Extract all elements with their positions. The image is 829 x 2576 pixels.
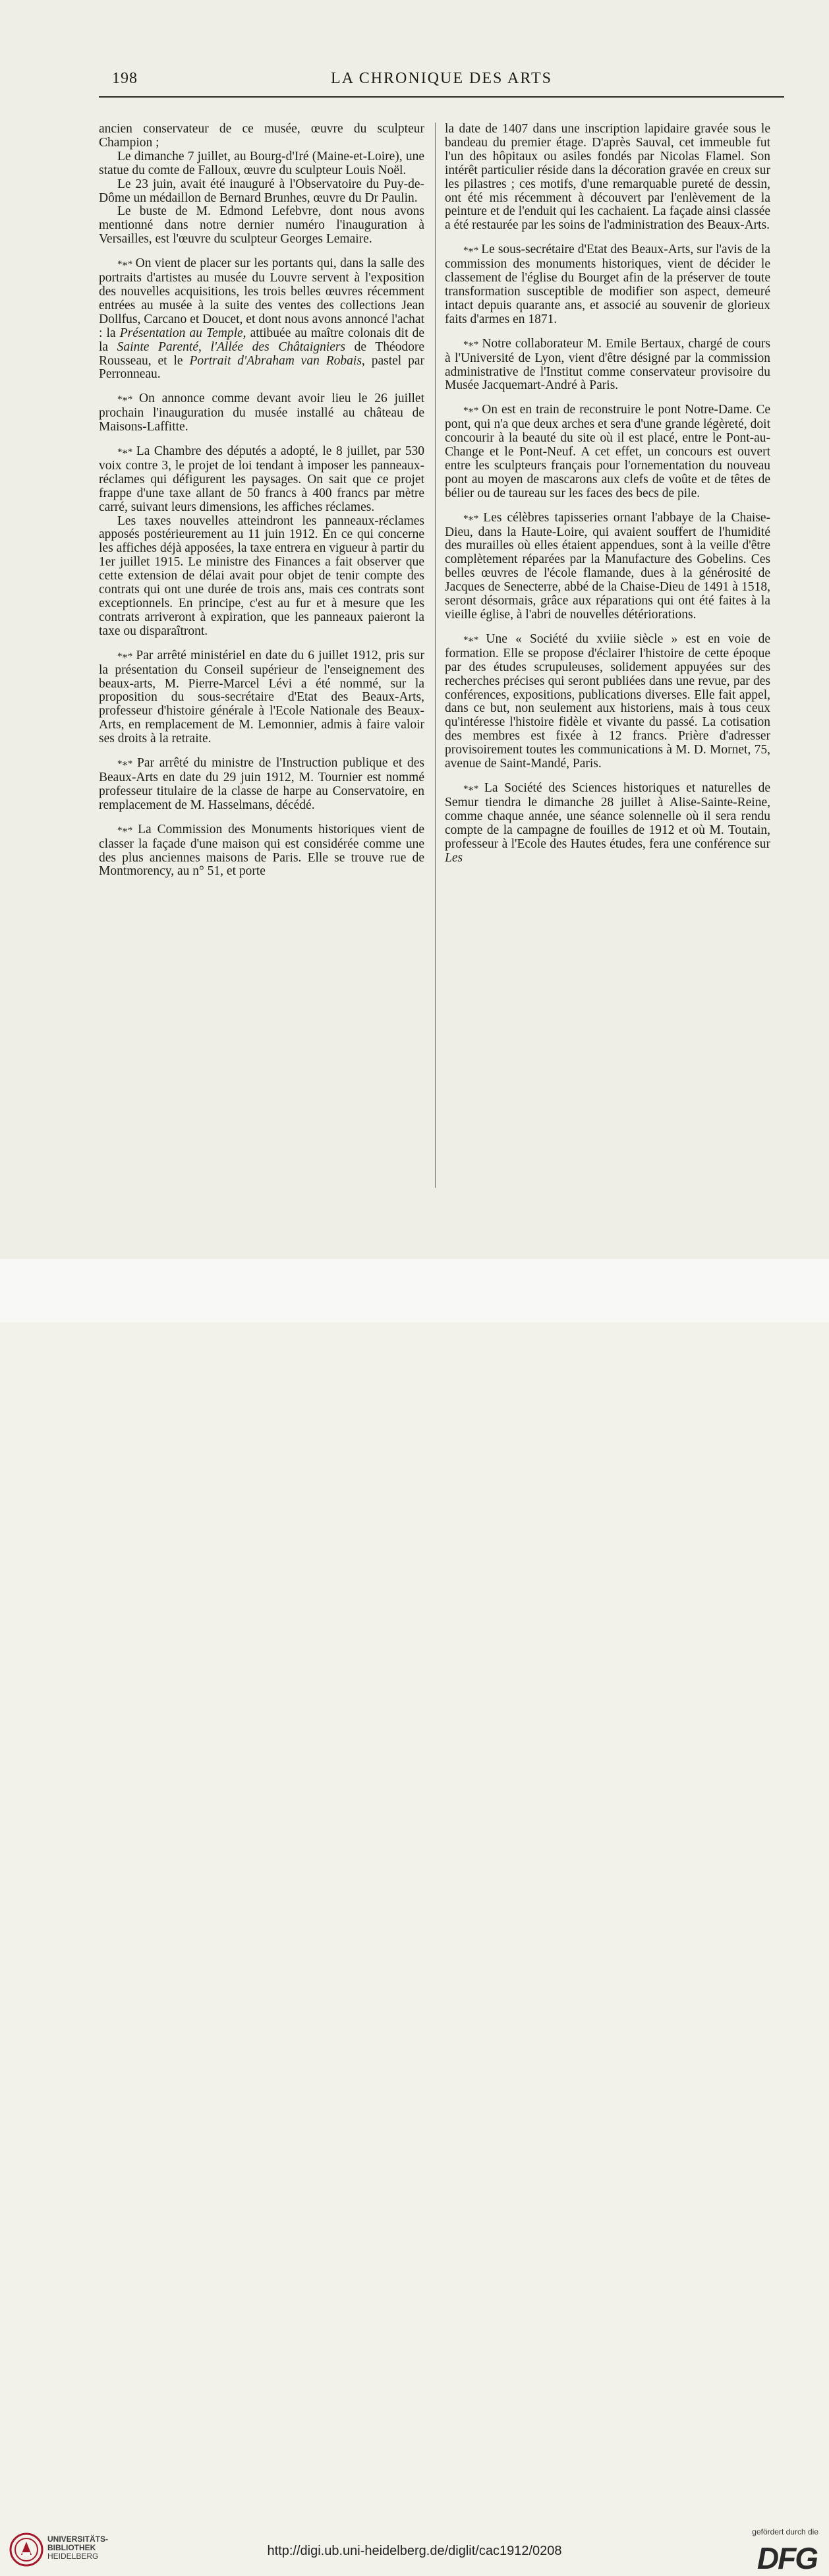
paragraph: Le dimanche 7 juillet, au Bourg-d'Iré (Maine-et-Loire), une statue du comte de Falloux, œuvre du sculpteur Louis Noël. [99,149,424,177]
column-divider [435,123,436,1188]
asterism: *∗* [117,825,132,836]
library-name-line: UNIVERSITÄTS- [47,2534,109,2544]
library-name-line: HEIDELBERG [47,2552,99,2561]
paragraph: *∗* Le sous-secrétaire d'Etat des Beaux-Arts, sur l'avis de la commission des monuments historiques, vient de décider le classement de l'église du Bourget afin de la préserver de toute transformation susceptible de modifier son aspect, demeuré intact depuis quarante ans, et associé au souvenir de glorieux faits d'armes en 1871. [445,243,770,326]
paragraph: Le buste de M. Edmond Lefebvre, dont nous avons mentionné dans notre dernier numéro l'inauguration à Versailles, est l'œuvre du sculpteur Georges Lemaire. [99,204,424,247]
left-column [99,123,424,879]
paragraph: Les taxes nouvelles atteindront les panneaux-réclames apposés postérieurement au 11 juin 1912. En ce qui concerne les affiches déjà apposées, la taxe entrera en vigueur à partir du 1er juillet 1915. Le ministre des Finances a fait observer que cette extension de délai avait pour objet de tenir compte des contrats qui ont une durée de trois ans, mais ces contrats sont exceptionnels. En principe, c'est au fur et à mesure que les contrats arriveront à expiration, que les panneaux paieront la taxe ou disparaîtront. [99,513,424,638]
asterism: *∗* [117,259,132,270]
asterism: *∗* [463,634,478,645]
page-header [112,70,771,94]
library-name-line: BIBLIOTHEK [47,2543,96,2552]
paragraph: *∗* On est en train de reconstruire le pont Notre-Dame. Ce pont, qui n'a que deux arches et sera d'une grande légèreté, doit concourir à la beauté du site où il est placé, entre le Pont-au-Change et le Pont-Neuf. A cet effet, un concours est ouvert entre les sculpteurs français pour l'ornementation du nouveau pont au moyen de mascarons aux clefs de voûte et de têtes de bélier ou de taureau sur les faces des becs de pile. [445,403,771,500]
asterism: *∗* [117,759,132,770]
header-rule [99,96,784,98]
asterism: *∗* [463,245,478,256]
paragraph: la date de 1407 dans une inscription lapidaire gravée sous le bandeau du premier étage. D'après Sauval, cet immeuble fut l'un des hôpitaux ou asiles fondés par Nicolas Flamel. Son intérêt particulier réside dans la décoration gravée en creux sur les pilastres ; ces motifs, d'une remarquable pureté de dessin, ont été mis récemment à découvert par l'enlèvement de la peinture et de l'enduit qui les cachaient. La façade ainsi classée a été restaurée par les soins de l'administration des Beaux-Arts. [445,122,770,233]
paragraph: Le 23 juin, avait été inauguré à l'Observatoire du Puy-de-Dôme un médaillon de Bernard Brunhes, œuvre du Dr Paulin. [99,177,424,205]
asterism: *∗* [463,783,478,794]
paragraph: *∗* La Chambre des députés a adopté, le 8 juillet, par 530 voix contre 3, le projet de loi tendant à imposer les panneaux-réclames qui défigurent les paysages. On sait que ce projet frappe d'une taxe allant de 50 francs à 400 francs par mètre carré, suivant leurs dimensions, les affiches réclames. [99,444,425,514]
dfg-logo[interactable]: DFG [757,2541,817,2575]
paragraph: *∗* Notre collaborateur M. Emile Bertaux, chargé de cours à l'Université de Lyon, vient d'être désigné par la commission administrative de l'Institut comme conservateur provisoire du Musée Jacquemart-André à Paris. [445,336,771,393]
paragraph: *∗* Par arrêté ministériel en date du 6 juillet 1912, pris sur la présentation du Conseil supérieur de l'enseignement des beaux-arts, M. Pierre-Marcel Lévi a été nommé, sur la proposition du sous-secrétaire d'Etat des Beaux-Arts, professeur d'histoire générale à l'Ecole Nationale des Beaux-Arts, en remplacement de M. Lemonnier, admis à faire valoir ses droits à la retraite. [99,648,424,746]
paragraph: *∗* La Commission des Monuments historiques vient de classer la façade d'une maison qui est considérée comme une des plus anciennes maisons de Paris. Elle se trouve rue de Montmorency, au n° 51, et porte [99,822,425,879]
page-number: 198 [112,70,138,87]
paragraph: ancien conservateur de ce musée, œuvre du sculpteur Champion ; [99,122,424,150]
asterism: *∗* [117,651,132,662]
scanned-page [0,0,829,1259]
paragraph: *∗* Une « Société du xviiie siècle » est en voie de formation. Elle se propose d'éclairer l'histoire de cette époque par des études scrupuleuses, solidement appuyées sur des recherches précises qui seront publiées dans une revue, par des conférences, expositions, publications diverses. Elle fait appel, dans ce but, non seulement aux historiens, mais à tous ceux qu'intéresse l'histoire fidèle et vivante du passé. La cotisation des membres est fixée à 12 francs. Prière d'adresser provisoirement toutes les communications à M. D. Mornet, 75, avenue de Saint-Mandé, Paris. [445,631,770,771]
asterism: *∗* [463,405,478,417]
asterism: *∗* [463,513,478,524]
paragraph: *∗* Les célèbres tapisseries ornant l'abbaye de la Chaise-Dieu, dans la Haute-Loire, qui avaient souffert de l'humidité des murailles où elles étaient appendues, sont à la veille d'être complètement réparées par la Manufacture des Gobelins. Ces belles œuvres de l'école flamande, dues à la générosité de Jacques de Senecterre, abbé de la Chaise-Dieu de 1491 à 1518, seront désormais, grâce aux réparations qui ont été faites à la vieille église, à l'abri de nouvelles détériorations. [445,510,771,622]
viewer-footer [0,1259,829,2575]
paragraph: *∗* La Société des Sciences historiques et naturelles de Semur tiendra le dimanche 28 juillet à Alise-Sainte-Reine, comme chaque année, une séance solennelle où il sera rendu compte de la campagne de fouilles de 1912 et où M. Toutain, professeur à l'Ecole des Hautes études, fera une conférence sur Les [445,780,770,865]
right-column [445,123,770,865]
asterism: *∗* [117,394,132,405]
funder-note: gefördert durch die [752,2527,818,2536]
page-url-link[interactable]: http://digi.ub.uni-heidelberg.de/diglit/cac1912/0208 [267,2544,562,2558]
asterism: *∗* [463,339,478,350]
asterism: *∗* [117,447,132,458]
paragraph: *∗* Par arrêté du ministre de l'Instruction publique et des Beaux-Arts en date du 29 juin 1912, M. Tournier est nommé professeur titulaire de la classe de harpe au Conservatoire, en remplacement de M. Hasselmans, décédé. [99,756,424,812]
paragraph: *∗* On annonce comme devant avoir lieu le 26 juillet prochain l'inauguration du musée installé au château de Maisons-Laffitte. [99,392,425,434]
paragraph: *∗* On vient de placer sur les portants qui, dans la salle des portraits d'artistes au musée du Louvre servent à l'exposition des nouvelles acquisitions, les trois belles œuvres récemment entrées au musée à la suite des ventes des collections Jean Dollfus, Carcano et Doucet, et dont nous avons annoncé l'achat : la Présentation au Temple, attibuée au maître colonais dit de la Sainte Parenté, l'Allée des Châtaigniers de Théodore Rousseau, et le Portrait d'Abraham van Robais, pastel par Perronneau. [99,256,425,382]
running-title: LA CHRONIQUE DES ARTS [331,70,552,87]
